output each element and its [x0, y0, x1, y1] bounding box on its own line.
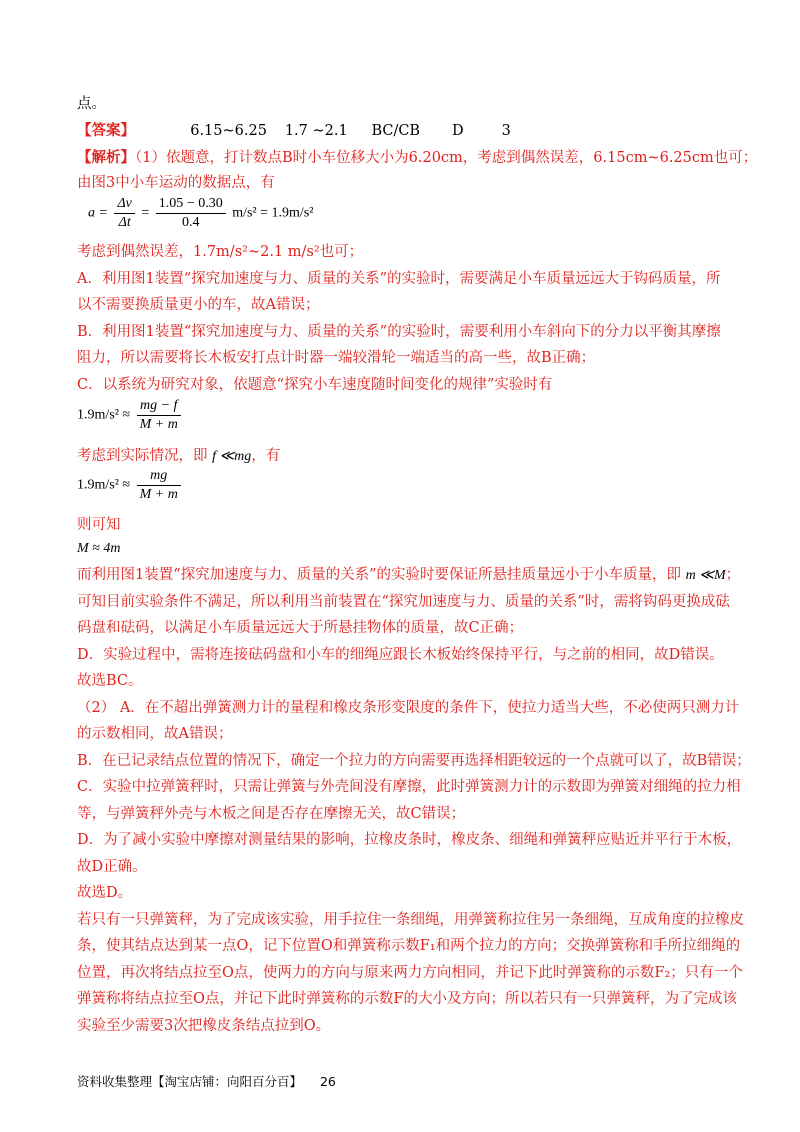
- fraction-system: [137, 397, 181, 434]
- frac-den: Δt: [118, 215, 131, 230]
- fraction-approx: [137, 467, 181, 504]
- frac-num: mg: [137, 467, 181, 486]
- analysis-label: 【解析】: [77, 149, 135, 166]
- footer-text: 资料收集整理【淘宝店铺：向阳百分百】: [77, 1074, 303, 1089]
- formula-lhs: 1.9m/s² ≈: [77, 407, 131, 423]
- text-line: [77, 446, 280, 467]
- answer-1: 6.15~6.25: [190, 123, 267, 139]
- page-number: 26: [319, 1074, 336, 1089]
- frac-num: 1.05 − 0.30: [156, 195, 226, 214]
- page-footer: [77, 1072, 336, 1090]
- answer-3: BC/CB: [371, 123, 421, 139]
- text-line: 弹簧称将结点拉至O点，并记下此时弹簧称的示数F的大小及方向；所以若只有一只弹簧秤，为了完成该: [77, 991, 737, 1007]
- text-line: B．利用图1装置“探究加速度与力、质量的关系”的实验时，需要利用小车斜向下的分力以平衡其摩擦: [77, 324, 721, 340]
- text-line: D．实验过程中，需将连接砝码盘和小车的细绳应跟长木板始终保持平行，与之前的相同，故D错误。: [77, 647, 724, 663]
- answer-label: 【答案】: [77, 122, 135, 139]
- frac-den: 0.4: [182, 215, 200, 230]
- text-line: 实验至少需要3次把橡皮条结点拉到O。: [77, 1018, 331, 1034]
- text-line: 则可知: [77, 517, 121, 533]
- fraction-dv-dt: [114, 195, 134, 232]
- text-line: D．为了减小实验中摩擦对测量结果的影响，拉橡皮条时，橡皮条、细绳和弹簧秤应贴近并平行于木板，: [77, 832, 742, 848]
- inline-math: f ≪mg: [212, 449, 252, 464]
- text-line: 故选D。: [77, 885, 133, 901]
- text-line: C．以系统为研究对象，依题意“探究小车速度随时间变化的规律”实验时有: [77, 377, 553, 393]
- formula-lhs: 1.9m/s² ≈: [77, 477, 131, 493]
- formula-lhs: a =: [88, 205, 108, 221]
- text-line: 条，使其结点达到某一点O，记下位置O和弹簧称示数F₁和两个拉力的方向；交换弹簧称和手所拉细绳的: [77, 938, 741, 954]
- inline-math: m ≪M: [685, 568, 726, 583]
- text-line: 位置，再次将结点拉至O点，使两力的方向与原来两力方向相同，并记下此时弹簧称的示数F₂；只有一个: [77, 965, 743, 981]
- text-line: 若只有一只弹簧秤，为了完成该实验，用手拉住一条细绳，用弹簧称拉住另一条细绳，互成角度的拉橡皮: [77, 912, 744, 928]
- answer-line: [77, 121, 511, 141]
- frac-num: Δv: [114, 195, 134, 214]
- frac-den: M + m: [139, 417, 178, 432]
- text-line: 考虑到偶然误差，1.7m/s²~2.1 m/s²也可；: [77, 244, 364, 260]
- fraction-values: [156, 195, 226, 232]
- text-segment: ；: [725, 567, 741, 583]
- text-line: 等，与弹簧秤外壳与木板之间是否存在摩擦无关，故C错误；: [77, 806, 466, 822]
- formula-approx: [77, 467, 184, 504]
- answer-2: 1.7 ~2.1: [284, 123, 348, 139]
- text-line: （2） A．在不超出弹簧测力计的量程和橡皮条形变限度的条件下，使拉力适当大些，不必使两只测力计: [77, 700, 740, 716]
- formula-acceleration: [88, 195, 313, 232]
- formula-result: M ≈ 4m: [77, 541, 121, 556]
- answer-5: 3: [501, 123, 511, 139]
- analysis-line: [77, 148, 757, 168]
- text-segment: 而利用图1装置“探究加速度与力、质量的关系”的实验时要保证所悬挂质量远小于小车质量，即: [77, 567, 682, 583]
- frac-den: M + m: [139, 487, 178, 502]
- text-line: 以不需要换质量更小的车，故A错误；: [77, 297, 320, 313]
- text-line: 由图3中小车运动的数据点，有: [77, 175, 275, 191]
- text-line: A．利用图1装置“探究加速度与力、质量的关系”的实验时，需要满足小车质量远远大于钩码质量，所: [77, 271, 721, 287]
- text-line: 点。: [77, 96, 106, 112]
- text-line: 阻力，所以需要将长木板安打点计时器一端较滑轮一端适当的高一些，故B正确；: [77, 350, 596, 366]
- formula-system: [77, 397, 184, 434]
- text-line: 码盘和砝码，以满足小车质量远远大于所悬挂物体的质量，故C正确；: [77, 620, 524, 636]
- frac-num: mg − f: [137, 397, 181, 416]
- text-line: [77, 565, 740, 586]
- formula-rhs: m/s² = 1.9m/s²: [232, 205, 314, 221]
- answer-4: D: [452, 123, 464, 139]
- text-line: B．在已记录结点位置的情况下，确定一个拉力的方向需要再选择相距较远的一个点就可以了，故B错误；: [77, 753, 751, 769]
- formula-eq: =: [141, 205, 150, 221]
- text-segment: 考虑到实际情况，即: [77, 448, 208, 464]
- text-line: 可知目前实验条件不满足，所以利用当前装置在“探究加速度与力、质量的关系”时，需将钩码更换成砝: [77, 594, 730, 610]
- analysis-text: （1）依题意，打计数点B时小车位移大小为6.20cm，考虑到偶然误差，6.15cm~6.25cm也可；: [135, 150, 758, 166]
- text-line: 故选BC。: [77, 673, 143, 689]
- text-line: C．实验中拉弹簧秤时，只需让弹簧与外壳间没有摩擦，此时弹簧测力计的示数即为弹簧对细绳的拉力相: [77, 779, 741, 795]
- text-line: 的示数相同，故A错误；: [77, 726, 233, 742]
- text-segment: ，有: [251, 448, 281, 464]
- text-line: 故D正确。: [77, 859, 147, 875]
